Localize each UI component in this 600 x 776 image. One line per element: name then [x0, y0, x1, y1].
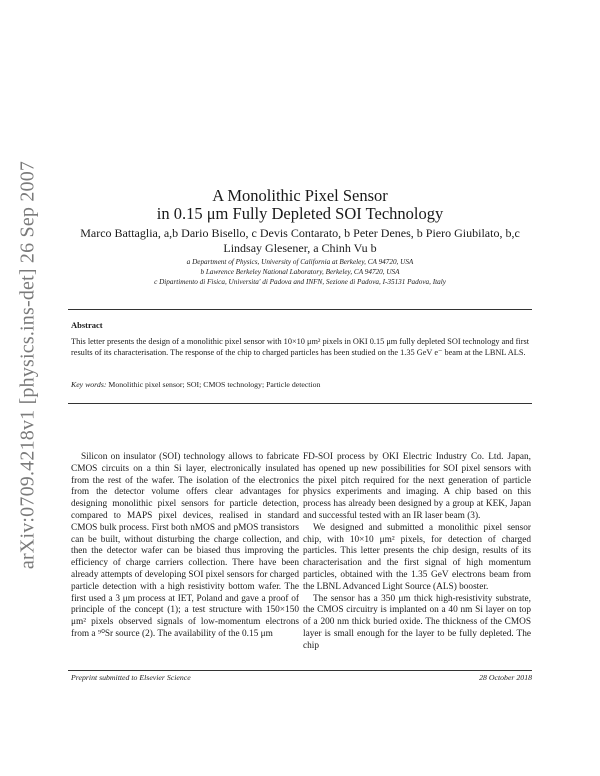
body-right-column — [303, 452, 531, 653]
authors-line-2: Lindsay Glesener, a Chinh Vu b — [223, 241, 377, 255]
abstract-text: This letter presents the design of a monolithic pixel sensor with 10×10 μm² pixels in OKI 0.15 μm fully depleted SOI technology and first results of its characterisation. The response of the chip to charged particles has been studied on the 1.35 GeV e⁻ beam at the LBNL ALS. — [71, 337, 530, 357]
body-paragraph: The sensor has a 350 μm thick high-resistivity substrate, the CMOS circuitry is implanted on a 40 nm Si layer on top of a 200 nm thick buried oxide. The thickness of the CMOS layer is small enough for the layer to be fully depleted. The chip — [303, 593, 531, 651]
body-left-column — [71, 452, 299, 641]
abstract-heading: Abstract — [71, 320, 103, 330]
paper-title-line-2: in 0.15 μm Fully Depleted SOI Technology — [156, 204, 444, 223]
body-paragraph: We designed and submitted a monolithic pixel sensor chip, with 10×10 μm² pixels, for detection of charged particles. This letter presents the chip design, results of its characterisation and the first signal of high momentum particles, obtained with the 1.35 GeV electrons beam from the LBNL Advanced Light Source (ALS) booster. — [303, 522, 531, 592]
body-paragraph: FD-SOI process by OKI Electric Industry Co. Ltd. Japan, has opened up new possibilities for SOI pixel sensors with the pixel pitch required for the next generation of particle physics experiments and imaging. A chip based on this process has already been designed by a group at KEK, Japan and successful tested with an IR laser beam (3). — [303, 452, 531, 521]
abstract-top-rule — [68, 309, 532, 310]
keywords-label: Key words: — [71, 380, 107, 389]
footer-submission-note: Preprint submitted to Elsevier Science — [71, 673, 191, 682]
affiliation-b: b Lawrence Berkeley National Laboratory, Berkeley, CA 94720, USA — [200, 268, 400, 276]
authors-line-1: Marco Battaglia, a,b Dario Bisello, c Devis Contarato, b Peter Denes, b Piero Giubilato, b,c — [80, 226, 520, 240]
affiliation-c: c Dipartimento di Fisica, Universita' di Padova and INFN, Sezione di Padova, I-35131 Padova, Italy — [154, 278, 446, 286]
footer-rule — [68, 670, 532, 671]
affiliation-a: a Department of Physics, University of California at Berkeley, CA 94720, USA — [186, 258, 414, 266]
paper-title-line-1: A Monolithic Pixel Sensor — [212, 186, 388, 205]
keywords-text: Monolithic pixel sensor; SOI; CMOS technology; Particle detection — [108, 380, 321, 389]
body-paragraph: Silicon on insulator (SOI) technology allows to fabricate CMOS circuits on a thin Si layer, electronically insulated from the rest of the wafer. The isolation of the electronics from the detector volume offers clear advantages for designing monolithic pixel sensors for particle detection, compared to MAPS pixel devices, realised in standard CMOS bulk process. First both nMOS and pMOS transistors can be built, without disturbing the charge collection, and then the detector wafer can be biased thus improving the efficiency of charge carriers collection. There have been already attempts of developing SOI pixel sensors for charged particle detection with a high resistivity bottom wafer. The first used a 3 μm process at IET, Poland and gave a proof of principle of the concept (1); a test structure with 150×150 μm² pixels observed signals of low-momentum electrons from a ⁹⁰Sr source (2). The availability of the 0.15 μm — [71, 452, 299, 639]
abstract-bottom-rule — [68, 403, 532, 404]
keywords — [71, 380, 531, 389]
arxiv-id: arXiv:0709.4218v1 [physics.ins-det] 26 Sep 2007 — [16, 160, 39, 570]
footer-date: 28 October 2018 — [479, 673, 532, 682]
